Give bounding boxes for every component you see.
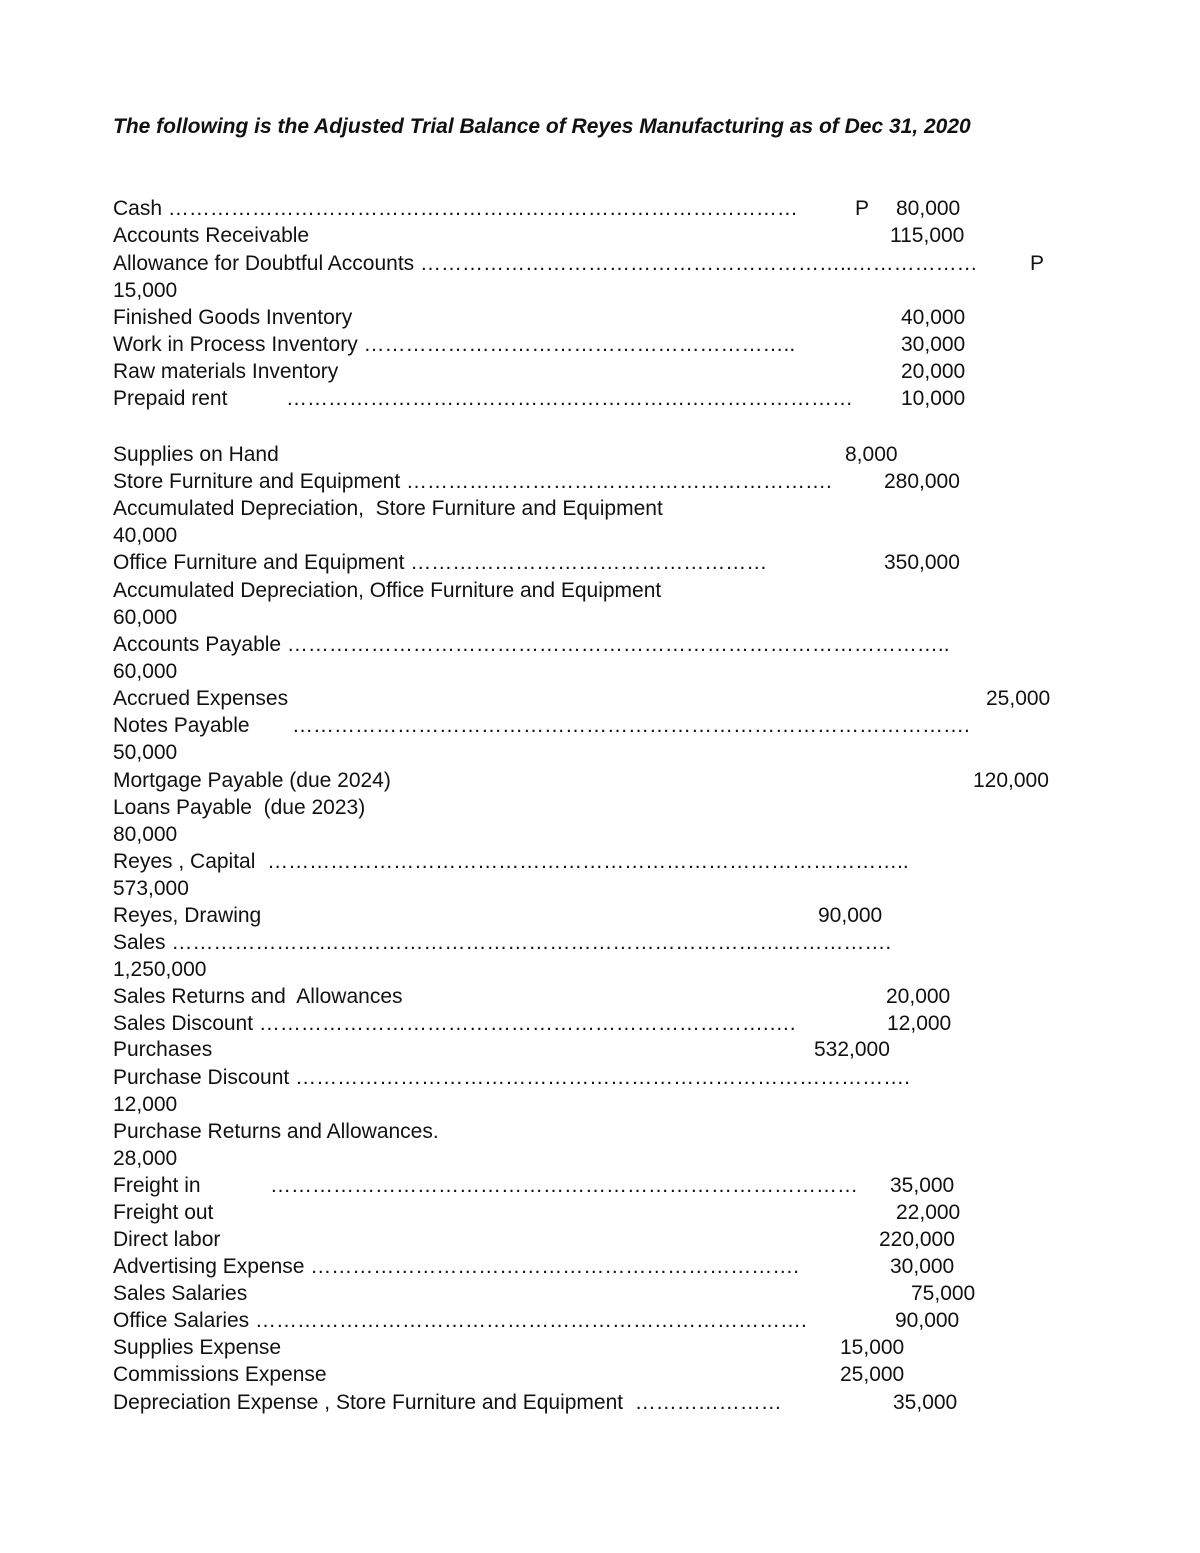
mortgage-amount: 120,000 (973, 769, 1049, 792)
sd-amount: 12,000 (887, 1012, 952, 1035)
fo-amount: 22,000 (896, 1201, 961, 1224)
ss-label: Sales Salaries (113, 1282, 248, 1305)
loans-label: Loans Payable (due 2023) (113, 796, 366, 819)
sra-amount: 20,000 (886, 985, 951, 1008)
rm-amount: 20,000 (901, 360, 966, 383)
accrued-amount: 25,000 (986, 687, 1051, 710)
fg-amount: 40,000 (901, 306, 966, 329)
de-sfe-label: Depreciation Expense , Store Furniture and Equipment ………………… (113, 1391, 782, 1414)
prepaid-amount: 10,000 (901, 387, 966, 410)
cash-label: Cash ……………………………………………………………………………… (113, 197, 798, 220)
pd-label: Purchase Discount ……………………………………………………………………………. (113, 1066, 910, 1089)
allowance-currency: P (1030, 252, 1045, 275)
dl-amount: 220,000 (879, 1228, 955, 1251)
ce-amount: 25,000 (840, 1363, 905, 1386)
sales-amount: 1,250,000 (113, 958, 207, 981)
ap-label: Accounts Payable ………………………………………………………………………………….. (113, 633, 950, 656)
ar-amount: 115,000 (890, 224, 965, 247)
wip-amount: 30,000 (901, 333, 966, 356)
prepaid-dots: ……………………………………………………………………… (286, 387, 853, 410)
ofe-amount: 350,000 (884, 551, 960, 574)
cash-currency: P (855, 197, 870, 220)
cash-amount: 80,000 (896, 197, 961, 220)
rm-label: Raw materials Inventory (113, 360, 339, 383)
allowance-amount: 15,000 (113, 279, 178, 302)
ad-ofe-label: Accumulated Depreciation, Office Furniture and Equipment (113, 579, 662, 602)
ad-sfe-label: Accumulated Depreciation, Store Furniture and Equipment (113, 497, 663, 520)
prepaid-label: Prepaid rent (113, 387, 228, 410)
sfe-label: Store Furniture and Equipment ……………………………………………………. (113, 470, 832, 493)
purchases-amount: 532,000 (814, 1038, 890, 1061)
allowance-label: Allowance for Doubtful Accounts ……………………………………………………..……………… (113, 252, 978, 275)
de-sfe-amount: 35,000 (893, 1391, 958, 1414)
se-label: Supplies Expense (113, 1336, 282, 1359)
fo-label: Freight out (113, 1201, 214, 1224)
document-title: The following is the Adjusted Trial Balance of Reyes Manufacturing as of Dec 31, 2020 (113, 115, 971, 138)
fi-label: Freight in (113, 1174, 201, 1197)
sra-label: Sales Returns and Allowances (113, 985, 403, 1008)
capital-label: Reyes , Capital ……………………………………………………………………………….. (113, 850, 909, 873)
pd-amount: 12,000 (113, 1093, 178, 1116)
ad-ofe-amount: 60,000 (113, 606, 178, 629)
mortgage-label: Mortgage Payable (due 2024) (113, 769, 391, 792)
ar-label: Accounts Receivable (113, 224, 310, 247)
ofe-label: Office Furniture and Equipment …………………………………………… (113, 551, 768, 574)
adv-amount: 30,000 (890, 1255, 955, 1278)
drawing-label: Reyes, Drawing (113, 904, 262, 927)
ap-amount: 60,000 (113, 660, 178, 683)
os-amount: 90,000 (895, 1309, 960, 1332)
dl-label: Direct labor (113, 1228, 221, 1251)
fi-amount: 35,000 (890, 1174, 955, 1197)
se-amount: 15,000 (840, 1336, 905, 1359)
supplies-amount: 8,000 (845, 443, 898, 466)
loans-amount: 80,000 (113, 823, 178, 846)
adv-label: Advertising Expense ……………………………………………………………. (113, 1255, 800, 1278)
pra-label: Purchase Returns and Allowances. (113, 1120, 439, 1143)
ss-amount: 75,000 (911, 1282, 976, 1305)
os-label: Office Salaries ……………………………………………………………………. (113, 1309, 807, 1332)
drawing-amount: 90,000 (818, 904, 883, 927)
sales-label: Sales …………………………………………………………………………………………. (113, 931, 892, 954)
purchases-label: Purchases (113, 1038, 213, 1061)
sfe-amount: 280,000 (884, 470, 960, 493)
capital-amount: 573,000 (113, 877, 189, 900)
supplies-label: Supplies on Hand (113, 443, 279, 466)
ce-label: Commissions Expense (113, 1363, 327, 1386)
np-dots: ……………………………………………………………………………………. (292, 714, 970, 737)
fi-dots: ………………………………………………………………………… (270, 1174, 858, 1197)
fg-label: Finished Goods Inventory (113, 306, 353, 329)
np-label: Notes Payable (113, 714, 250, 737)
pra-amount: 28,000 (113, 1147, 178, 1170)
ad-sfe-amount: 40,000 (113, 524, 178, 547)
accrued-label: Accrued Expenses (113, 687, 289, 710)
np-amount: 50,000 (113, 741, 178, 764)
sd-label: Sales Discount ……………………………………………………………….…. (113, 1012, 796, 1035)
wip-label: Work in Process Inventory …………………………………………………….. (113, 333, 796, 356)
